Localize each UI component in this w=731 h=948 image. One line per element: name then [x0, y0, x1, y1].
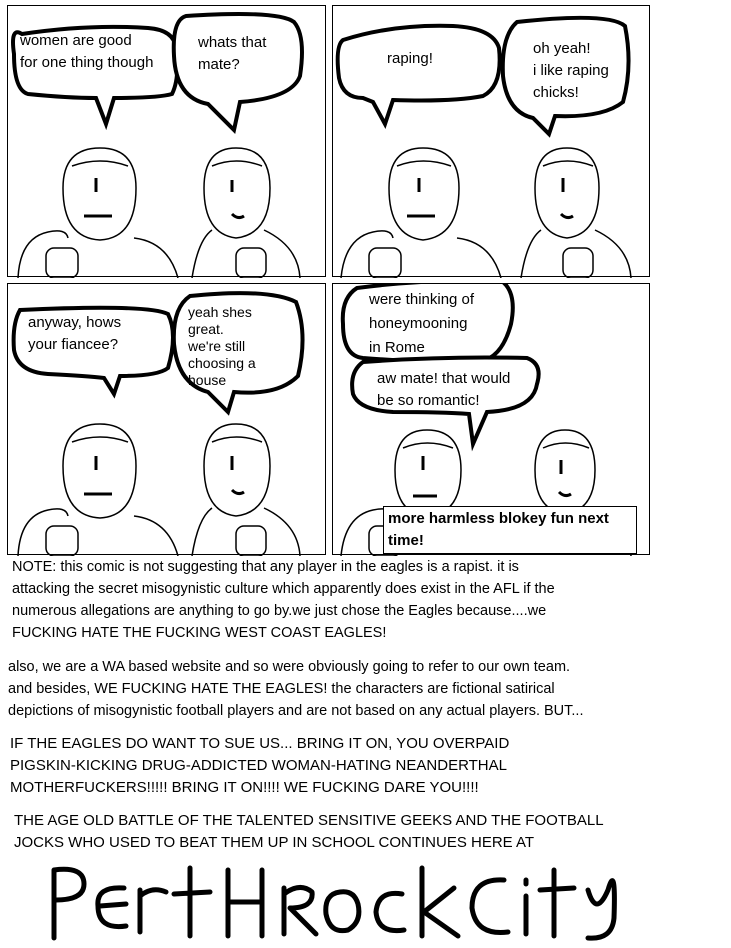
- right-speech-text: whats that mate?: [198, 34, 267, 73]
- speech-bubble-left: [338, 26, 500, 124]
- character-right: [192, 148, 300, 278]
- character-right: [192, 424, 300, 556]
- note-paragraph-1: NOTE: this comic is not suggesting that any player in the eagles is a rapist. it is attacking the secret misogynistic culture which apparently does exist in the AFL if the numerous allegations are anything to go by.we just chose the Eagles because....we FUCKING HATE THE FUCKING WEST COAST EAGLES!: [12, 559, 555, 641]
- right-speech-text: oh yeah! i like raping chicks!: [533, 40, 609, 101]
- character-left: [341, 148, 501, 278]
- perthrockcity-logo: [40, 860, 640, 944]
- note-paragraph-3: IF THE EAGLES DO WANT TO SUE US... BRING IT ON, YOU OVERPAID PIGSKIN-KICKING DRUG-ADDICTED WOMAN-HATING NEANDERTHAL MOTHERFUCKERS!!!!! BRING IT ON!!!! WE FUCKING DARE YOU!!!!: [10, 735, 510, 796]
- left-speech-text: anyway, hows your fiancee?: [28, 314, 122, 353]
- note-paragraph-4: THE AGE OLD BATTLE OF THE TALENTED SENSITIVE GEEKS AND THE FOOTBALL JOCKS WHO USED TO BEAT THEM UP IN SCHOOL CONTINUES HERE AT: [14, 812, 604, 851]
- note-paragraph-2: also, we are a WA based website and so were obviously going to refer to our own team. and besides, WE FUCKING HATE THE EAGLES! the characters are fictional satirical depictions of misogynistic football players and are not based on any actual players. BUT...: [8, 659, 584, 719]
- left-speech-text: women are good for one thing though: [20, 32, 154, 71]
- caption-box: more harmless blokey fun next time!: [383, 506, 637, 554]
- character-left: [18, 148, 178, 278]
- right-speech-text: aw mate! that would be so romantic!: [377, 370, 511, 409]
- comic-panel-2: [332, 5, 650, 277]
- character-left: [18, 424, 178, 556]
- left-speech-text: were thinking of honeymooning in Rome: [369, 291, 475, 356]
- character-right: [521, 148, 631, 278]
- comic-panel-1: [7, 5, 326, 277]
- right-speech-text: yeah shes great. we're still choosing a house: [188, 304, 256, 388]
- comic-panel-3: [7, 283, 326, 555]
- left-speech-text: raping!: [387, 50, 433, 67]
